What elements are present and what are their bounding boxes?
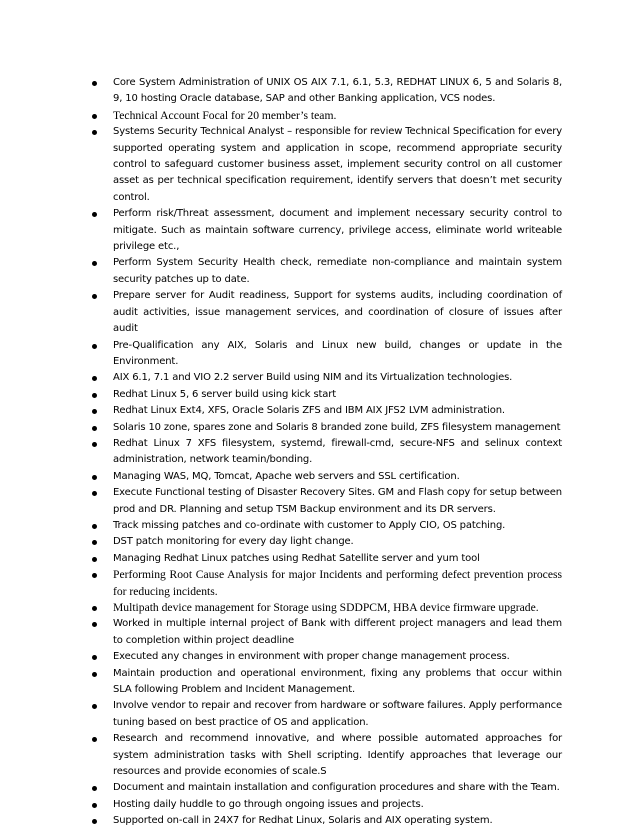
bullet-icon [92, 442, 97, 447]
list-item [92, 75, 562, 108]
list-item-text: Executed any changes in environment with proper change management process. [113, 651, 510, 663]
list-item-text: Hosting daily huddle to go through ongoing issues and projects. [113, 798, 424, 810]
responsibilities-list [92, 75, 562, 830]
list-item-text: Involve vendor to repair and recover from hardware or software failures. Apply performance tuning based on best practice of OS and application. [113, 700, 562, 728]
bullet-icon [92, 344, 97, 349]
list-item [92, 436, 562, 469]
list-item-text: Worked in multiple internal project of Bank with different project managers and lead them to completion within project deadline [113, 618, 562, 646]
list-item-text: Pre-Qualification any AIX, Solaris and Linux new build, changes or update in the Environment. [113, 339, 562, 367]
list-item-text: Managing WAS, MQ, Tomcat, Apache web servers and SSL certification. [113, 470, 460, 482]
bullet-icon [92, 704, 97, 709]
list-item [92, 206, 562, 255]
list-item [92, 124, 562, 206]
list-item-text: Redhat Linux 7 XFS filesystem, systemd, firewall-cmd, secure-NFS and selinux context administration, network teamin/bonding. [113, 437, 562, 466]
list-item-text: Core System Administration of UNIX OS AIX 7.1, 6.1, 5.3, REDHAT LINUX 6, 5 and Solaris 8, 9, 10 hosting Oracle database, SAP and other Banking application, VCS nodes. [113, 77, 562, 105]
list-item [92, 698, 562, 731]
list-item [92, 649, 562, 665]
bullet-icon [92, 81, 97, 86]
list-item-text: Systems Security Technical Analyst – responsible for review Technical Specification for every supported operating system and application in scope, recommend appropriate security control to safeguard customer business asset, implement security control on all customer asset as per technical specification requirement, identify servers that doesn’t met security control. [113, 126, 562, 203]
bullet-icon [92, 130, 97, 135]
list-item [92, 387, 562, 403]
list-item [92, 370, 562, 386]
bullet-icon [92, 409, 97, 414]
list-item [92, 534, 562, 550]
list-item-text: Redhat Linux Ext4, XFS, Oracle Solaris ZFS and IBM AIX JFS2 LVM administration. [113, 405, 505, 417]
list-item-text: AIX 6.1, 7.1 and VIO 2.2 server Build using NIM and its Virtualization technologies. [113, 372, 513, 384]
list-item [92, 485, 562, 518]
bullet-icon [92, 426, 97, 431]
list-item-text: Performing Root Cause Analysis for major Incidents and performing defect prevention process for reducing incidents. [113, 568, 562, 598]
bullet-icon [92, 294, 97, 299]
list-item-text: Supported on-call in 24X7 for Redhat Linux, Solaris and AIX operating system. [113, 815, 493, 827]
list-item-text: Maintain production and operational environment, fixing any problems that occur within SLA following Problem and Incident Management. [113, 667, 562, 696]
bullet-icon [92, 672, 97, 677]
list-item [92, 420, 562, 436]
bullet-icon [92, 557, 97, 562]
bullet-icon [92, 573, 97, 578]
list-item [92, 731, 562, 780]
bullet-icon [92, 803, 97, 808]
list-item [92, 469, 562, 485]
list-item [92, 518, 562, 534]
list-item [92, 288, 562, 337]
list-item [92, 666, 562, 699]
bullet-icon [92, 491, 97, 496]
bullet-icon [92, 655, 97, 660]
list-item-text: Multipath device management for Storage using SDDPCM, HBA device firmware upgrade. [113, 601, 539, 614]
list-item [92, 567, 562, 600]
bullet-icon [92, 540, 97, 545]
list-item-text: Prepare server for Audit readiness, Support for systems audits, including coordination of audit activities, issue management services, and coordination of closure of issues after audit [113, 290, 562, 335]
list-item-text: Redhat Linux 5, 6 server build using kick start [113, 388, 337, 400]
list-item-text: Solaris 10 zone, spares zone and Solaris 8 branded zone build, ZFS filesystem management [113, 421, 561, 433]
list-item-text: Perform risk/Threat assessment, document and implement necessary security control to mitigate. Such as maintain software currency, privilege access, eliminate world writeable privilege etc., [113, 208, 562, 253]
bullet-icon [92, 212, 97, 217]
list-item-text: Technical Account Focal for 20 member’s team. [113, 108, 337, 122]
list-item [92, 108, 562, 124]
bullet-icon [92, 393, 97, 398]
bullet-icon [92, 606, 97, 611]
bullet-icon [92, 622, 97, 627]
list-item [92, 600, 562, 616]
list-item-text: Perform System Security Health check, remediate non-compliance and maintain system security patches up to date. [113, 257, 562, 285]
list-item [92, 255, 562, 288]
list-item [92, 797, 562, 813]
bullet-icon [92, 524, 97, 529]
list-item-text: DST patch monitoring for every day light change. [113, 536, 354, 548]
bullet-icon [92, 786, 97, 791]
bullet-icon [92, 737, 97, 742]
bullet-icon [92, 376, 97, 381]
list-item-text: Research and recommend innovative, and where possible automated approaches for system administration tasks with Shell scripting. Identify approaches that leverage our resources and provide economies of scale.S [113, 733, 562, 778]
list-item-text: Managing Redhat Linux patches using Redhat Satellite server and yum tool [113, 552, 480, 564]
bullet-icon [92, 114, 97, 119]
list-item [92, 403, 562, 419]
bullet-icon [92, 475, 97, 480]
bullet-icon [92, 261, 97, 266]
list-item [92, 780, 562, 796]
list-item [92, 338, 562, 371]
list-item-text: Execute Functional testing of Disaster Recovery Sites. GM and Flash copy for setup between prod and DR. Planning and setup TSM Backup environment and its DR servers. [113, 487, 562, 515]
bullet-icon [92, 819, 97, 824]
list-item [92, 813, 562, 829]
list-item [92, 616, 562, 649]
list-item-text: Document and maintain installation and configuration procedures and share with the Team. [113, 782, 560, 794]
list-item-text: Track missing patches and co-ordinate with customer to Apply CIO, OS patching. [113, 519, 506, 531]
list-item [92, 551, 562, 567]
